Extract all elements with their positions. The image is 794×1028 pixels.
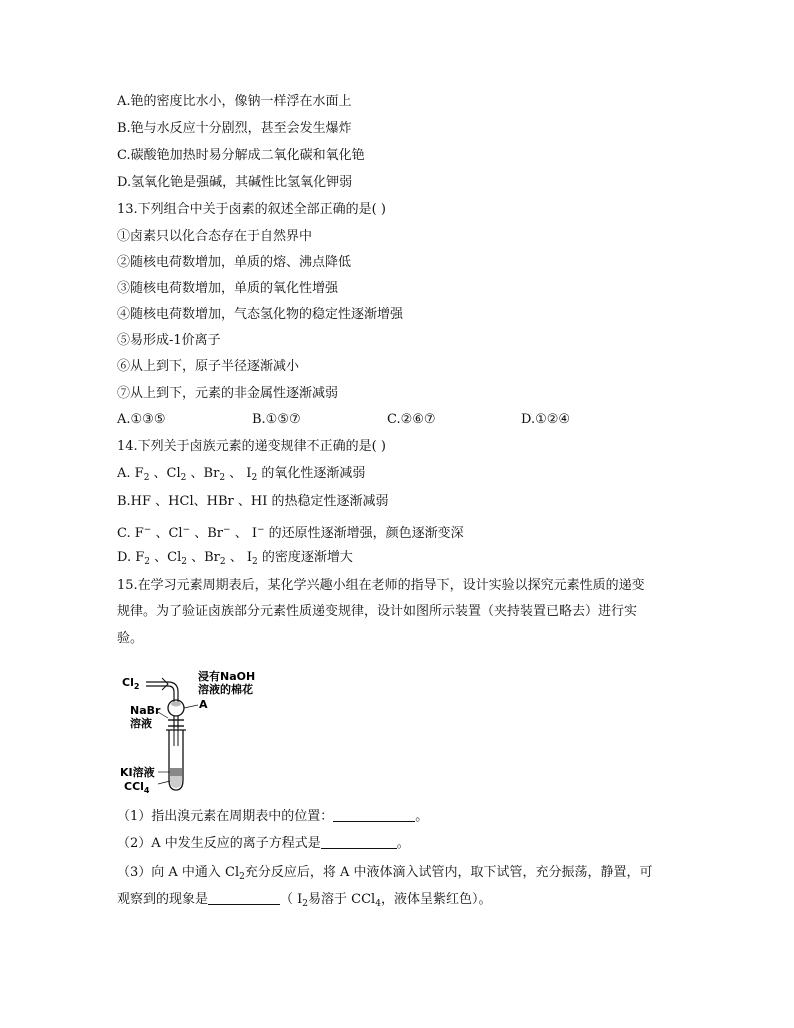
q12-option-c: C.碳酸铯加热时易分解成二氧化碳和氧化铯 xyxy=(117,148,365,163)
q15-sub1: （1）指出溴元素在周期表中的位置： 。 xyxy=(117,809,429,824)
q13-choice-b: B.①⑤⑦ xyxy=(252,412,301,427)
q13-stem: 13.下列组合中关于卤素的叙述全部正确的是( ) xyxy=(117,202,386,217)
answer-blank-3[interactable] xyxy=(208,891,280,905)
q13-choice-d: D.①②④ xyxy=(521,412,571,427)
q14-option-d: D. $F_2$ 、$Cl_2$ 、$Br_2$ 、 $I_2$ 的密度逐渐增大 xyxy=(117,550,353,567)
q13-choice-c: C.②⑥⑦ xyxy=(387,412,436,427)
q15-stem-line2: 规律。为了验证卤族部分元素性质递变规律，设计如图所示装置（夹持装置已略去）进行实 xyxy=(117,604,638,619)
answer-blank-1[interactable] xyxy=(333,808,415,822)
q14-option-a: A. $F_2$ 、$Cl_2$ 、$Br_2$ 、 $I_2$ 的氧化性逐渐减弱 xyxy=(117,466,366,483)
q13-item-2: ②随核电荷数增加，单质的熔、沸点降低 xyxy=(117,255,352,270)
apparatus-diagram xyxy=(120,668,270,796)
q14-option-c: C. F− 、Cl− 、Br− 、 I− 的还原性逐渐增强，颜色逐渐变深 xyxy=(117,525,464,541)
q13-item-3: ③随核电荷数增加，单质的氧化性增强 xyxy=(117,281,339,296)
q13-item-1: ①卤素只以化合态存在于自然界中 xyxy=(117,229,313,244)
cotton-label-line2: 溶液的棉花 xyxy=(198,683,253,696)
nabr-label-line1: NaBr xyxy=(130,704,161,717)
answer-blank-2[interactable] xyxy=(321,835,397,849)
q13-item-7: ⑦从上到下，元素的非金属性逐渐减弱 xyxy=(117,386,339,401)
ki-label: KI溶液 xyxy=(120,766,155,779)
q15-stem-line1: 15.在学习元素周期表后，某化学兴趣小组在老师的指导下，设计实验以探究元素性质的递变 xyxy=(117,578,645,593)
cotton-label-line1: 浸有NaOH xyxy=(198,670,256,683)
q15-sub3-line1: （3）向 A 中通入 $Cl_2$充分反应后，将 A 中液体滴入试管内，取下试管，充分振荡，静置，可 xyxy=(117,865,653,882)
q15-sub3-line2: 观察到的现象是 （ $I_2$易溶于 CCl$_4$，液体呈紫红色）。 xyxy=(117,892,492,909)
q12-option-d: D.氢氧化铯是强碱，其碱性比氢氧化钾弱 xyxy=(117,175,353,190)
cl2-label: $Cl_2$ xyxy=(122,676,140,691)
q15-sub2: （2）A 中发生反应的离子方程式是 。 xyxy=(117,836,410,851)
q13-choice-a: A.①③⑤ xyxy=(117,412,166,427)
q14-stem: 14.下列关于卤族元素的递变规律不正确的是( ) xyxy=(117,439,386,454)
apparatus-figure xyxy=(120,668,270,796)
q14-option-b: B.HF 、HCl、HBr 、HI 的热稳定性逐渐减弱 xyxy=(117,494,389,509)
q13-item-5: ⑤易形成-1价离子 xyxy=(117,333,221,348)
q15-stem-line3: 验。 xyxy=(117,631,144,646)
q13-item-4: ④随核电荷数增加，气态氢化物的稳定性逐渐增强 xyxy=(117,307,404,322)
q13-item-6: ⑥从上到下，原子半径逐渐减小 xyxy=(117,359,300,374)
ccl4-label: CCl$_4$ xyxy=(124,780,150,795)
nabr-label-line2: 溶液 xyxy=(130,717,152,730)
q12-option-b: B.铯与水反应十分剧烈，甚至会发生爆炸 xyxy=(117,121,352,136)
a-label: A xyxy=(199,698,208,711)
q12-option-a: A.铯的密度比水小，像钠一样浮在水面上 xyxy=(117,94,352,109)
